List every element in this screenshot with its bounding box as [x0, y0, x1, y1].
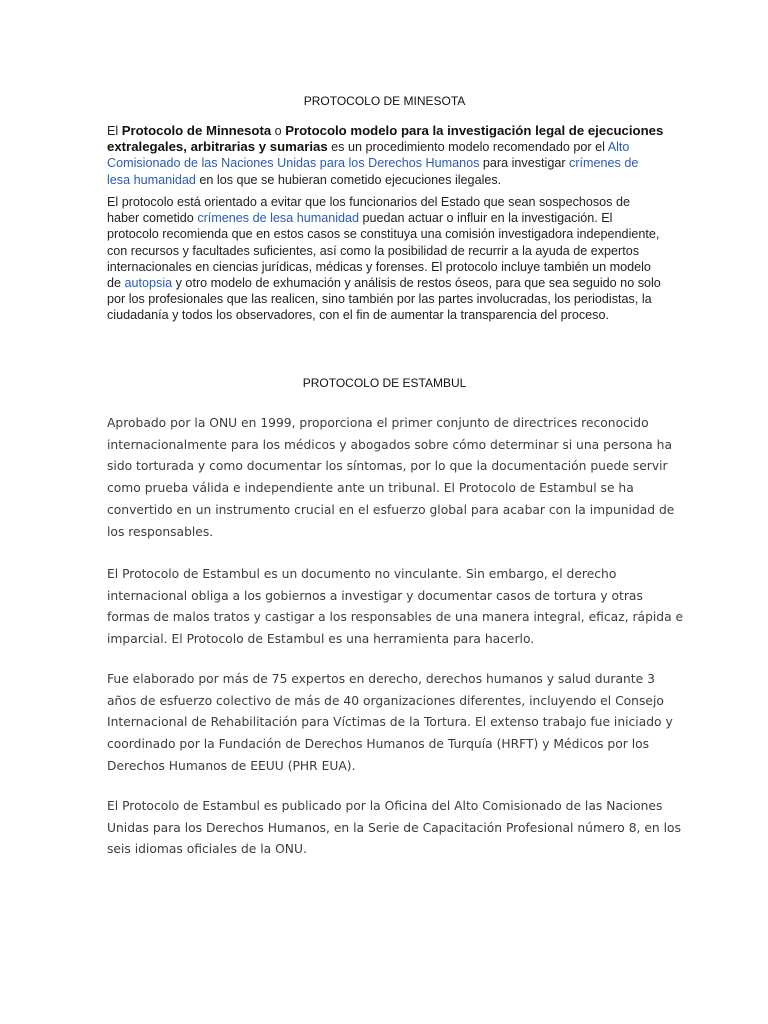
- text-run: puedan actuar o influir en la investigación. El protocolo recomienda que en estos casos se constituya una comisión investigadora independiente, con recursos y facultades suficientes, así como la posibilidad de recurrir a la ayuda de expertos internacionales en ciencias jurídicas, médicas y forenses. El protocolo incluye también un modelo de: [107, 211, 660, 291]
- minnesota-paragraph-1: [107, 123, 664, 188]
- heading-estambul: PROTOCOLO DE ESTAMBUL: [302, 376, 467, 390]
- link-crimenes-lesa-humanidad[interactable]: crímenes de lesa humanidad: [197, 211, 360, 226]
- text-run: en los que se hubieran cometido ejecuciones ilegales.: [195, 172, 502, 187]
- bold-term-protocol-fullname: Protocolo modelo para la investigación legal de ejecuciones extralegales, arbitrarias y sumarias: [107, 123, 664, 155]
- text-run: para investigar: [479, 156, 570, 171]
- estambul-paragraph-1: Aprobado por la ONU en 1999, proporciona el primer conjunto de directrices reconocido internacionalmente para los médicos y abogados sobre cómo determinar si una persona ha sido torturada y como documentar los síntomas, por lo que la documentación puede servir como prueba válida e independiente ante un tribunal. El Protocolo de Estambul se ha convertido en un instrumento crucial en el esfuerzo global para acabar con la impunidad de los responsables.: [107, 416, 675, 539]
- minnesota-paragraph-2: [107, 194, 664, 324]
- text-run: es un procedimiento modelo recomendado por el: [327, 140, 608, 155]
- estambul-paragraph-3: Fue elaborado por más de 75 expertos en derecho, derechos humanos y salud durante 3 años de esfuerzo colectivo de más de 40 organizaciones diferentes, incluyendo el Consejo Internacional de Rehabilitación para Víctimas de la Tortura. El extenso trabajo fue iniciado y coordinado por la Fundación de Derechos Humanos de Turquía (HRFT) y Médicos por los Derechos Humanos de EEUU (PHR EUA).: [107, 672, 673, 773]
- estambul-paragraph-4: El Protocolo de Estambul es publicado por la Oficina del Alto Comisionado de las Naciones Unidas para los Derechos Humanos, en la Serie de Capacitación Profesional número 8, en los seis idiomas oficiales de la ONU.: [107, 799, 681, 857]
- heading-minnesota: PROTOCOLO DE MINESOTA: [303, 94, 466, 108]
- bold-term-protocol-name: Protocolo de Minnesota: [121, 123, 272, 138]
- link-autopsia[interactable]: autopsia: [124, 276, 173, 291]
- estambul-paragraph-2: El Protocolo de Estambul es un documento no vinculante. Sin embargo, el derecho internacional obliga a los gobiernos a investigar y documentar casos de tortura y otras formas de malos tratos y castigar a los responsables de una manera integral, eficaz, rápida e imparcial. El Protocolo de Estambul es una herramienta para hacerlo.: [107, 567, 684, 647]
- link-crimenes-lesa-humanidad[interactable]: crímenes de lesa humanidad: [107, 156, 639, 187]
- text-run: El: [107, 124, 122, 138]
- text-run: El protocolo está orientado a evitar que los funcionarios del Estado que sean sospechosos de haber cometido: [107, 195, 630, 226]
- text-run: o: [271, 124, 286, 138]
- text-run: y otro modelo de exhumación y análisis de restos óseos, para que sea seguido no solo por los profesionales que las realicen, sino también por las partes involucradas, los periodistas, la ciudadanía y todos los observadores, con el fin de aumentar la transparencia del proceso.: [107, 276, 661, 323]
- link-alto-comisionado[interactable]: Alto Comisionado de las Naciones Unidas para los Derechos Humanos: [107, 140, 630, 171]
